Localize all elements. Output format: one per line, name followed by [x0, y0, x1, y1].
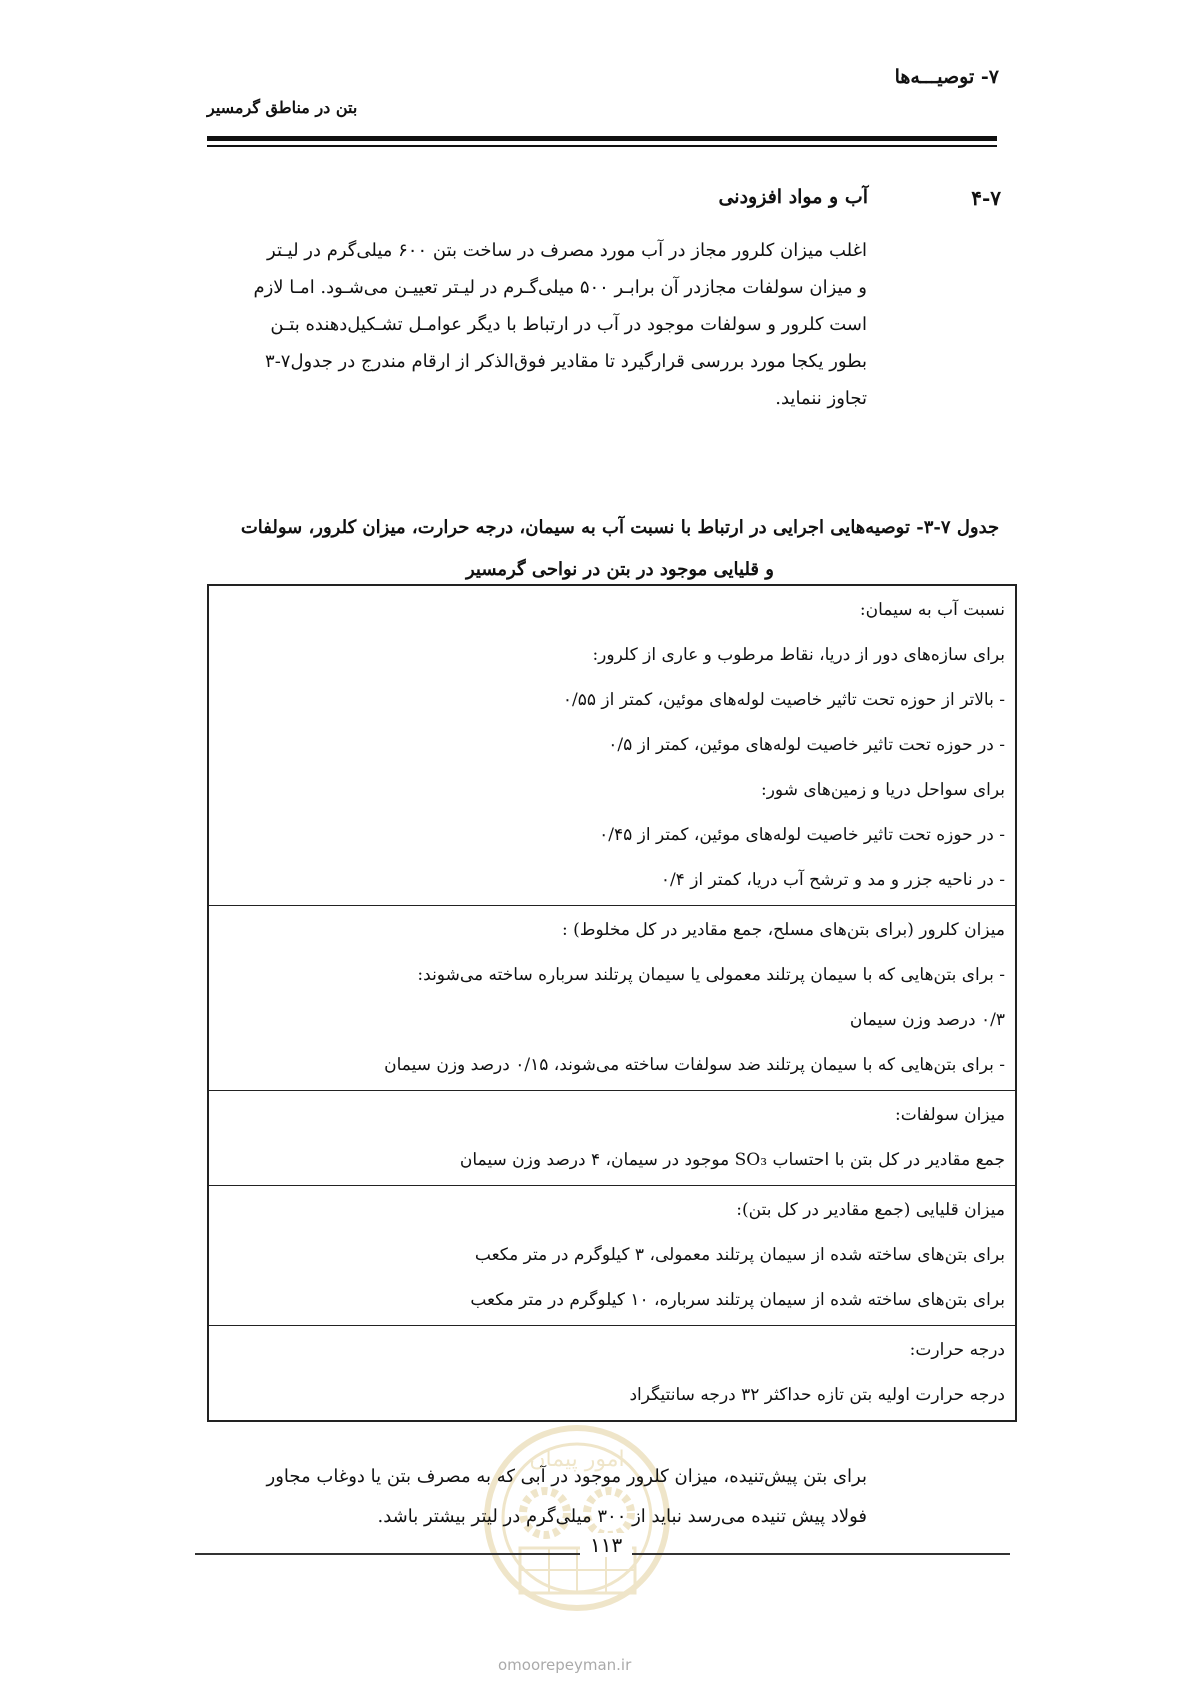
table-section-temperature	[209, 1326, 1015, 1420]
table-section-alkali	[209, 1186, 1015, 1326]
table-line: برای سازه‌های دور از دریا، نقاط مرطوب و عاری از کلرور:	[592, 645, 1005, 665]
table-section-water-cement-ratio	[209, 586, 1015, 906]
caption-line: جدول ۷-۳- توصیه‌هایی اجرایی در ارتباط با نسبت آب به سیمان، درجه حرارت، میزان کلرور، سولفات	[240, 517, 1000, 538]
paragraph-line: و میزان سولفات مجازدر آن برابـر ۵۰۰ میلی‌گـرم در لیـتر تعییـن می‌شـود. امـا لازم	[253, 277, 867, 298]
table-line: میزان سولفات:	[895, 1105, 1005, 1125]
recommendations-table	[207, 584, 1017, 1422]
section-paragraph	[207, 232, 867, 417]
table-line: - برای بتن‌هایی که با سیمان پرتلند معمولی یا سیمان پرتلند سرباره ساخته می‌شوند:	[417, 965, 1005, 985]
table-section-sulfate	[209, 1091, 1015, 1186]
table-line: - بالاتر از حوزه تحت تاثیر خاصیت لوله‌های موئین، کمتر از ۰/۵۵	[562, 690, 1005, 710]
paragraph-line: فولاد پیش تنیده می‌رسد نباید از ۳۰۰ میلی‌گرم در لیتر بیشتر باشد.	[377, 1506, 867, 1527]
paragraph-line: برای بتن پیش‌تنیده، میزان کلرور موجود در آبی که به مصرف بتن یا دوغاب مجاور	[266, 1466, 867, 1487]
table-line: نسبت آب به سیمان:	[859, 600, 1005, 620]
header-rule-thin	[207, 145, 997, 147]
table-line: درجه حرارت اولیه بتن تازه حداکثر ۳۲ درجه سانتیگراد	[629, 1385, 1005, 1405]
chapter-title: ۷- توصیـــه‌ها	[894, 66, 999, 88]
table-line: - در ناحیه جزر و مد و ترشح آب دریا، کمتر از ۰/۴	[660, 870, 1005, 890]
seal-text: امور پیمان	[529, 1447, 625, 1472]
header-rule-thick	[207, 136, 997, 141]
table-line: درجه حرارت:	[909, 1340, 1005, 1360]
table-section-chloride	[209, 906, 1015, 1091]
paragraph-line: تجاوز ننماید.	[775, 388, 867, 409]
table-line: برای سواحل دریا و زمین‌های شور:	[761, 780, 1005, 800]
table-line: میزان کلرور (برای بتن‌های مسلح، جمع مقادیر در کل مخلوط) :	[561, 920, 1005, 940]
paragraph-line: است کلرور و سولفات موجود در آب در ارتباط با دیگر عوامـل تشـکیل‌دهنده بتـن	[270, 314, 867, 335]
page-number: ۱۱۳	[580, 1533, 632, 1557]
paragraph-line: اغلب میزان کلرور مجاز در آب مورد مصرف در ساخت بتن ۶۰۰ میلی‌گرم در لیـتر	[267, 240, 867, 261]
table-line: - برای بتن‌هایی که با سیمان پرتلند ضد سولفات ساخته می‌شوند، ۰/۱۵ درصد وزن سیمان	[384, 1055, 1005, 1075]
watermark-text: omoorepeyman.ir	[498, 1656, 632, 1674]
table-line: - در حوزه تحت تاثیر خاصیت لوله‌های موئین، کمتر از ۰/۵	[608, 735, 1005, 755]
paragraph-line: بطور یکجا مورد بررسی قرارگیرد تا مقادیر فوق‌الذکر از ارقام مندرج در جدول۷-۳	[265, 351, 867, 372]
book-title: بتن در مناطق گرمسیر	[207, 98, 358, 117]
table-line: برای بتن‌های ساخته شده از سیمان پرتلند سرباره، ۱۰ کیلوگرم در متر مکعب	[470, 1290, 1005, 1310]
table-line: میزان قلیایی (جمع مقادیر در کل بتن):	[736, 1200, 1005, 1220]
table-caption	[230, 507, 1010, 591]
table-line: برای بتن‌های ساخته شده از سیمان پرتلند معمولی، ۳ کیلوگرم در متر مکعب	[474, 1245, 1005, 1265]
section-title: آب و مواد افزودنی	[718, 186, 868, 208]
caption-line: و قلیایی موجود در بتن در نواحی گرمسیر	[466, 559, 774, 580]
closing-paragraph	[207, 1457, 867, 1537]
table-line: جمع مقادیر در کل بتن با احتساب SO₃ موجود در سیمان، ۴ درصد وزن سیمان	[459, 1150, 1005, 1170]
section-number: ۴-۷	[971, 186, 1001, 210]
table-line: - در حوزه تحت تاثیر خاصیت لوله‌های موئین، کمتر از ۰/۴۵	[599, 825, 1005, 845]
table-line: ۰/۳ درصد وزن سیمان	[849, 1010, 1005, 1030]
